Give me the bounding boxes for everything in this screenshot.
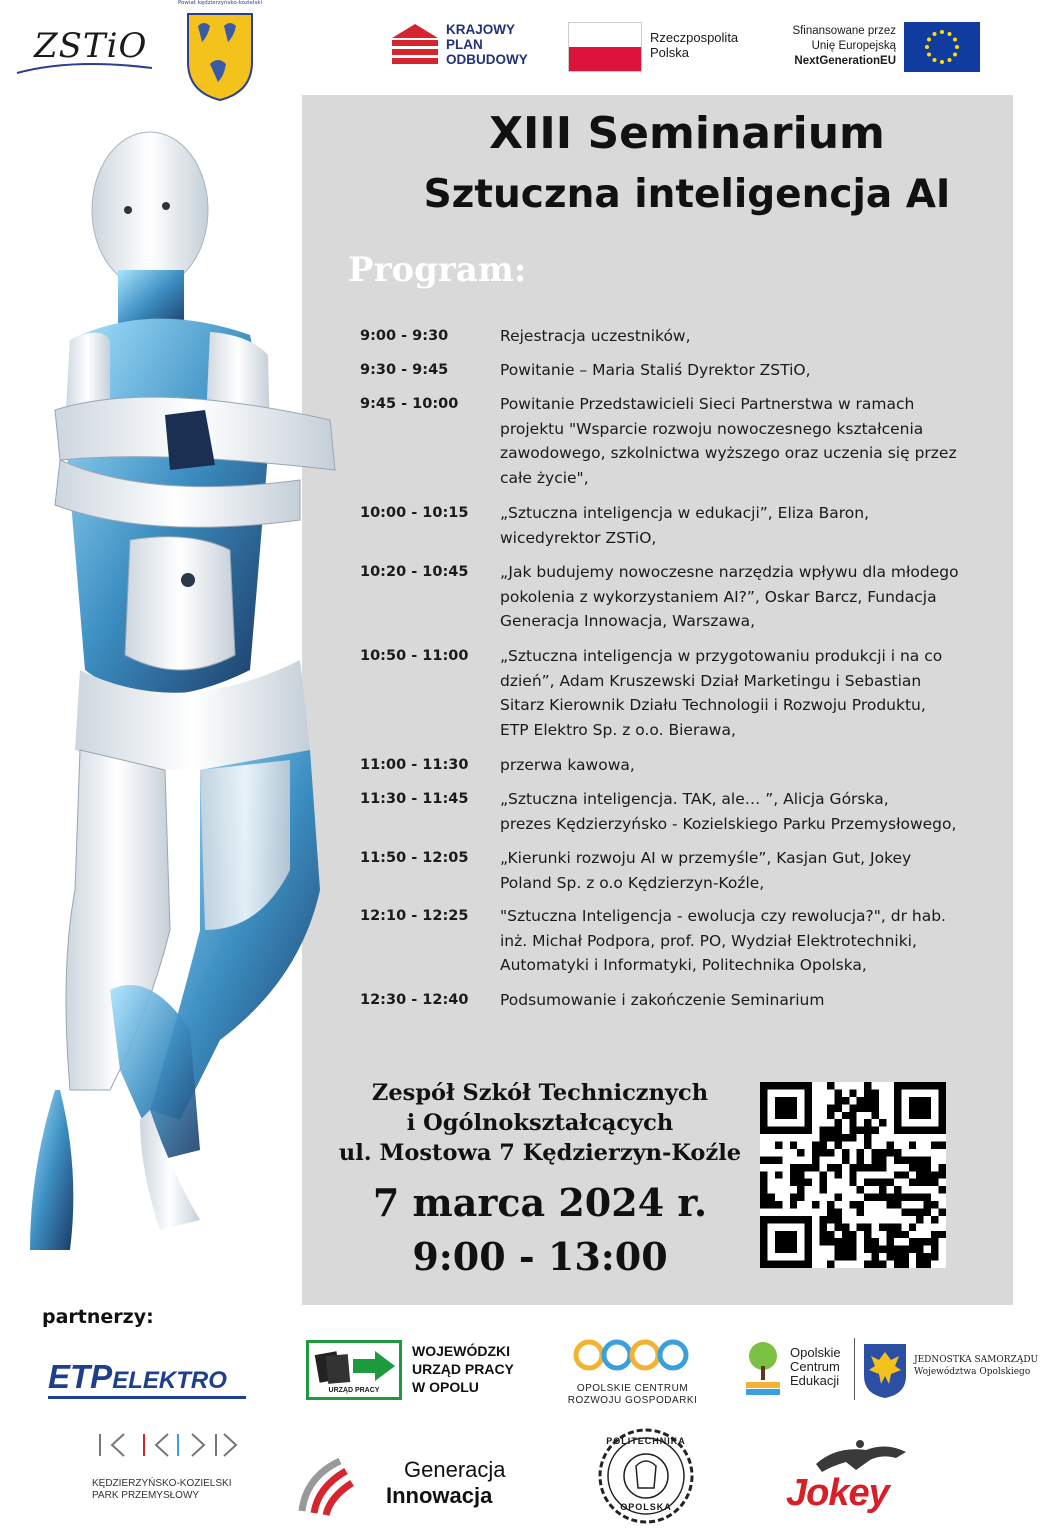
program-desc-line: zawodowego, szkolnictwa wyższego oraz uczenia się przez xyxy=(500,444,957,462)
jokey-logo[interactable] xyxy=(786,1436,926,1520)
program-desc-line: pokolenia z wykorzystaniem AI?”, Oskar Barcz, Fundacja xyxy=(500,587,937,606)
oce-line-1: Opolskie xyxy=(790,1345,841,1360)
rzeczpospolita-logo xyxy=(568,22,758,72)
eu-star-icon xyxy=(953,38,957,42)
program-desc xyxy=(500,644,1000,742)
gi-arcs-icon xyxy=(296,1455,366,1517)
program-desc-line: Podsumowanie i zakończenie Seminarium xyxy=(500,991,825,1009)
samorzad-line-1: JEDNOSTKA SAMORZĄDU xyxy=(914,1355,1039,1365)
partners-heading: partnerzy: xyxy=(42,1306,154,1328)
zstio-logo xyxy=(12,18,157,80)
eu-star-icon xyxy=(955,45,959,49)
program-desc-line: Sitarz Kierownik Działu Technologii i Rozwoju Produktu, xyxy=(500,696,926,714)
kkpp-text xyxy=(92,1478,231,1502)
kpo-line-1: KRAJOWY xyxy=(446,22,516,37)
program-time: 9:30 - 9:45 xyxy=(360,362,449,378)
oce-tree-icon xyxy=(742,1338,784,1400)
wup-text xyxy=(412,1342,514,1396)
po-bottom-text: OPOLSKA xyxy=(620,1502,672,1512)
program-desc-line: Rejestracja uczestników, xyxy=(500,327,691,345)
jokey-horse-icon xyxy=(786,1436,926,1476)
robot-illustration xyxy=(0,110,380,1250)
ocrg-circles-icon xyxy=(565,1335,700,1377)
ocrg-logo[interactable] xyxy=(565,1335,700,1410)
program-desc xyxy=(500,988,1000,1013)
eu-star-icon xyxy=(925,45,929,49)
program-time: 10:20 - 10:45 xyxy=(360,564,469,580)
po-top-text: POLITECHNIKA xyxy=(606,1436,686,1446)
jokey-text: Jokey xyxy=(786,1472,889,1514)
program-time: 11:00 - 11:30 xyxy=(360,757,469,773)
wup-arrow-icon xyxy=(309,1345,399,1387)
oce-line-2: Centrum xyxy=(790,1359,840,1374)
kpo-text xyxy=(446,22,528,67)
etp-elektro-logo[interactable] xyxy=(48,1356,248,1400)
program-desc-line: Automatyki i Informatyki, Politechnika Opolska, xyxy=(500,956,867,974)
program-desc-line: wicedyrektor ZSTiO, xyxy=(500,528,657,547)
program-desc xyxy=(500,753,1000,778)
program-desc-line: „Sztuczna inteligencja. TAK, ale… ”, Alicja Górska, xyxy=(500,790,889,808)
wup-badge xyxy=(306,1340,402,1400)
qr-code-icon[interactable] xyxy=(760,1082,946,1268)
powiat-crest xyxy=(177,0,263,100)
rp-line-2: Polska xyxy=(650,45,690,60)
kkpp-line-2: PARK PRZEMYSŁOWY xyxy=(92,1490,200,1501)
eu-star-icon xyxy=(948,58,952,62)
eu-text xyxy=(772,24,896,69)
program-time: 11:50 - 12:05 xyxy=(360,850,469,866)
kpo-logo xyxy=(390,18,550,74)
oce-line-3: Edukacji xyxy=(790,1373,840,1388)
venue-address xyxy=(330,1078,750,1168)
program-desc-line: Powitanie Przedstawicieli Sieci Partnerstwa w ramach xyxy=(500,395,915,413)
eagle-crest-icon xyxy=(862,1342,908,1400)
program-desc xyxy=(500,324,1000,349)
rp-text xyxy=(650,30,738,60)
zstio-swoosh-icon xyxy=(12,18,157,80)
event-hours: 9:00 - 13:00 xyxy=(412,1234,668,1279)
kkpp-line-1: KĘDZIERZYŃSKO-KOZIELSKI xyxy=(92,1478,232,1489)
gi-line-2: Innowacja xyxy=(386,1483,493,1508)
kkpp-brackets-icon xyxy=(92,1430,242,1460)
kpo-line-3: ODBUDOWY xyxy=(446,52,528,67)
etp-underline xyxy=(48,1396,246,1399)
wup-line-2: URZĄD PRACY xyxy=(412,1361,514,1377)
program-time: 9:00 - 9:30 xyxy=(360,328,449,344)
program-desc-line: dzień”, Adam Kruszewski Dział Marketingu i Sebastian xyxy=(500,671,922,690)
page-subtitle: Sztuczna inteligencja AI xyxy=(423,172,951,217)
eu-star-icon xyxy=(940,60,944,64)
wup-opole-logo[interactable] xyxy=(306,1338,536,1404)
program-time: 11:30 - 11:45 xyxy=(360,791,469,807)
eu-star-icon xyxy=(948,32,952,36)
eu-flag-icon xyxy=(904,22,980,72)
program-desc-line: przerwa kawowa, xyxy=(500,756,635,774)
program-desc xyxy=(500,501,1000,550)
crest-shield-icon xyxy=(180,12,260,112)
venue-line-2: i Ogólnokształcących xyxy=(406,1110,674,1136)
wup-line-3: W OPOLU xyxy=(412,1379,479,1395)
wup-badge-text: URZĄD PRACY xyxy=(328,1387,380,1394)
venue-line-3: ul. Mostowa 7 Kędzierzyn-Koźle xyxy=(338,1140,742,1166)
program-desc-line: projektu "Wsparcie rozwoju nowoczesnego kształcenia xyxy=(500,419,924,438)
samorzad-logo[interactable] xyxy=(862,1340,1040,1402)
program-desc-line: „Kierunki rozwoju AI w przemyśle”, Kasjan Gut, Jokey xyxy=(500,849,912,867)
oce-divider xyxy=(854,1338,855,1400)
program-desc xyxy=(500,560,1000,634)
powiat-label: Powiat kędzierzyńsko-kozielski xyxy=(177,0,263,6)
eu-star-icon xyxy=(927,38,931,42)
program-desc-line: całe życie", xyxy=(500,468,589,487)
etp-text: ETP xyxy=(48,1358,113,1395)
eu-line-2: Unię Europejską xyxy=(811,40,896,52)
program-desc-line: Powitanie – Maria Staliś Dyrektor ZSTiO, xyxy=(500,361,811,379)
eu-star-icon xyxy=(927,53,931,57)
zstio-logo-text: ZSTiO xyxy=(34,26,148,66)
eu-star-icon xyxy=(953,53,957,57)
page-title: XIII Seminarium xyxy=(489,108,885,159)
program-desc-line: inż. Michał Podpora, prof. PO, Wydział Elektrotechniki, xyxy=(500,931,917,950)
program-desc xyxy=(500,904,1000,978)
program-desc xyxy=(500,392,1000,490)
program-desc-line: "Sztuczna Inteligencja - ewolucja czy rewolucja?", dr hab. xyxy=(500,907,946,925)
eu-star-icon xyxy=(940,30,944,34)
wup-line-1: WOJEWÓDZKI xyxy=(412,1343,510,1359)
program-desc-line: prezes Kędzierzyńsko - Kozielskiego Parku Przemysłowego, xyxy=(500,814,957,833)
gi-line-1: Generacja xyxy=(404,1457,506,1482)
eu-line-1: Sfinansowane przez xyxy=(792,25,896,37)
eu-star-icon xyxy=(933,58,937,62)
oce-text xyxy=(790,1346,841,1388)
program-desc xyxy=(500,846,1000,895)
program-time: 10:50 - 11:00 xyxy=(360,648,469,664)
eu-logo xyxy=(772,22,982,72)
ocrg-line-1: OPOLSKIE CENTRUM xyxy=(576,1383,689,1394)
elektro-text: ELEKTRO xyxy=(112,1367,227,1394)
event-date: 7 marca 2024 r. xyxy=(372,1180,708,1225)
program-desc-line: Generacja Innowacja, Warszawa, xyxy=(500,612,756,630)
program-heading: Program: xyxy=(348,250,527,290)
program-desc-line: „Sztuczna inteligencja w przygotowaniu produkcji i na co xyxy=(500,647,943,665)
program-time: 12:30 - 12:40 xyxy=(360,992,469,1008)
program-desc xyxy=(500,787,1000,836)
kkpp-logo[interactable] xyxy=(92,1430,252,1510)
politechnika-opolska-logo[interactable] xyxy=(596,1426,696,1526)
eu-line-3: NextGenerationEU xyxy=(794,55,896,67)
eu-star-icon xyxy=(933,32,937,36)
polish-flag-icon xyxy=(568,22,642,72)
oce-logo[interactable] xyxy=(742,1338,852,1404)
program-time: 10:00 - 10:15 xyxy=(360,505,469,521)
program-desc-line: ETP Elektro Sp. z o.o. Bierawa, xyxy=(500,720,736,739)
program-desc xyxy=(500,358,1000,383)
kpo-building-icon xyxy=(390,18,440,74)
program-desc-line: Poland Sp. z o.o Kędzierzyn-Koźle, xyxy=(500,873,765,892)
ocrg-text xyxy=(565,1383,700,1407)
rp-line-1: Rzeczpospolita xyxy=(650,30,739,45)
kpo-line-2: PLAN xyxy=(446,37,483,52)
program-time: 12:10 - 12:25 xyxy=(360,908,469,924)
gi-text xyxy=(386,1457,506,1509)
program-desc-line: „Jak budujemy nowoczesne narzędzia wpływu dla młodego xyxy=(500,563,959,581)
samorzad-text xyxy=(914,1354,1038,1378)
ocrg-line-2: ROZWOJU GOSPODARKI xyxy=(567,1395,698,1406)
venue-line-1: Zespół Szkół Technicznych xyxy=(371,1080,709,1106)
program-time: 9:45 - 10:00 xyxy=(360,396,459,412)
generacja-innowacja-logo[interactable] xyxy=(296,1455,546,1517)
samorzad-line-2: Województwa Opolskiego xyxy=(914,1367,1031,1377)
program-desc-line: „Sztuczna inteligencja w edukacji”, Eliza Baron, xyxy=(500,504,870,522)
